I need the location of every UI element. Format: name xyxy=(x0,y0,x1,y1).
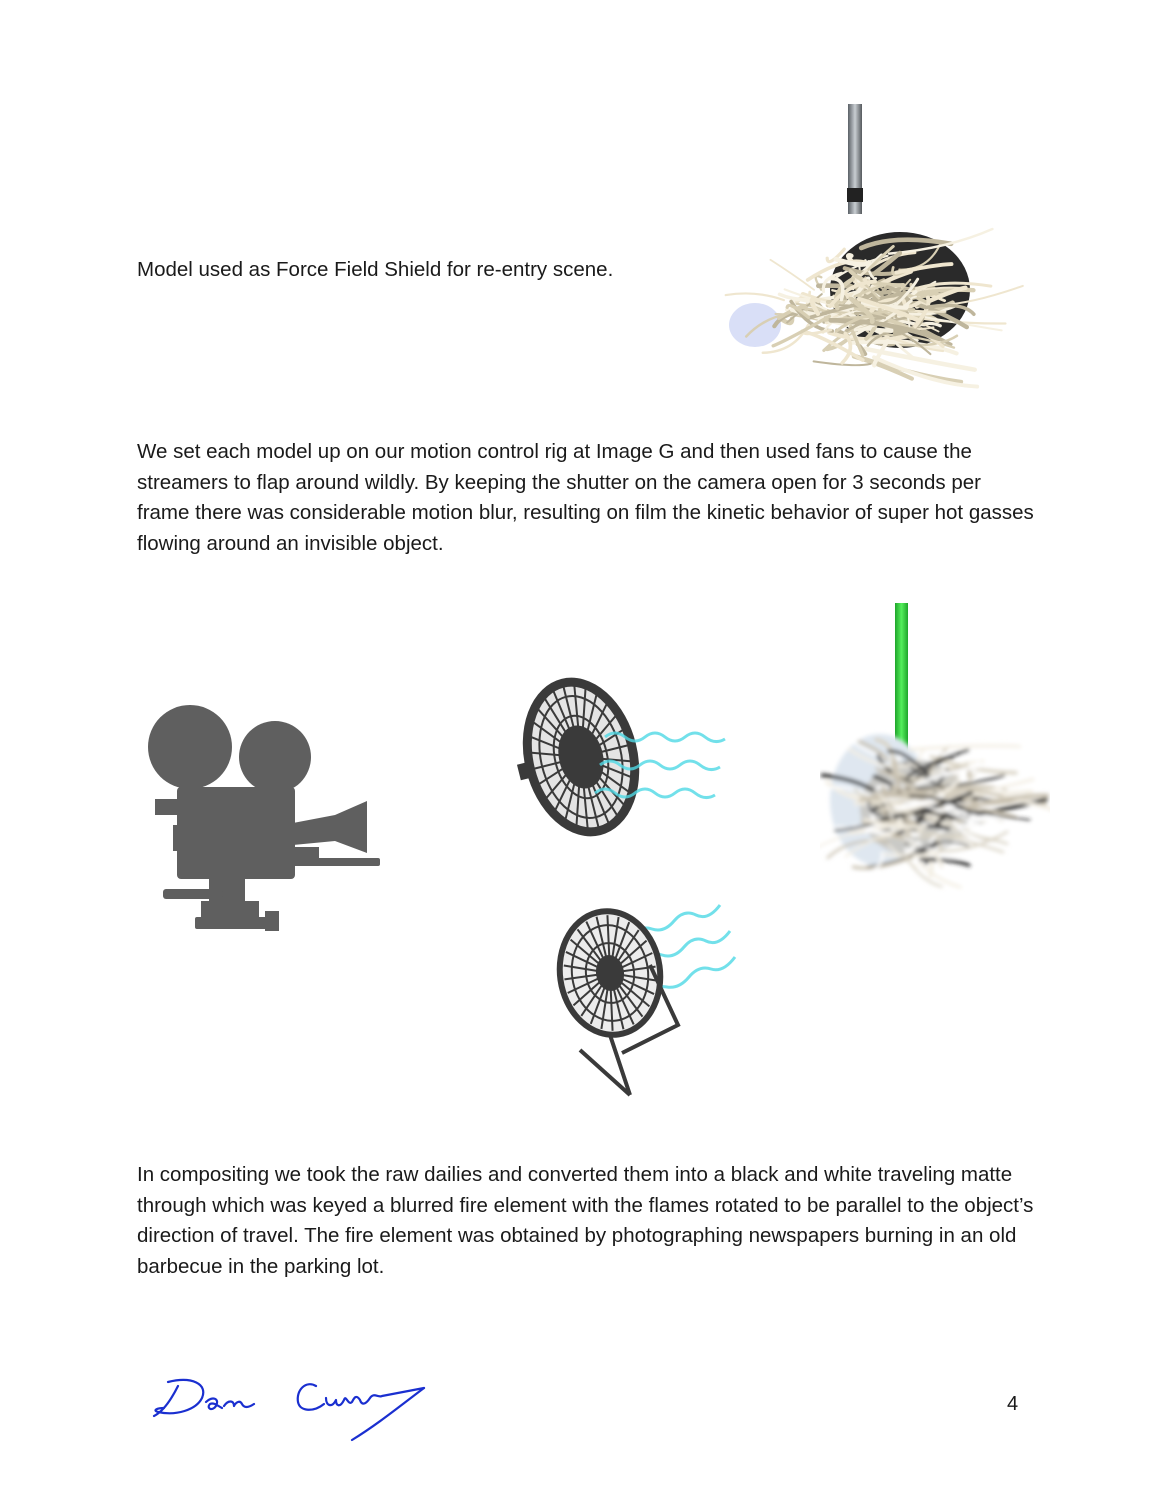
desk-fan-icon xyxy=(550,895,760,1105)
motion-blur-shield-photo xyxy=(820,600,1050,915)
page-number: 4 xyxy=(1007,1393,1019,1415)
shield-model-photo xyxy=(715,100,1060,405)
compositing-paragraph: In compositing we took the raw dailies and converted them into a black and white traveling matte through which was keyed a blurred fire element with the flames rotated to be parallel to the object’s direction of travel. The fire element was obtained by photographing newspapers burning in an old barbecue in the parking lot. xyxy=(137,1163,1034,1278)
movie-camera-icon xyxy=(135,695,385,945)
desk-fan-icon xyxy=(505,675,730,840)
motion-control-paragraph: We set each model up on our motion control rig at Image G and then used fans to cause the streamers to flap around wildly. By keeping the shutter on the camera open for 3 seconds per frame there was considerable motion blur, resulting on film the kinetic behavior of super hot gasses flowing around an invisible object. xyxy=(137,440,1034,555)
signature xyxy=(148,1368,433,1448)
model-caption: Model used as Force Field Shield for re-entry scene. xyxy=(137,258,614,281)
